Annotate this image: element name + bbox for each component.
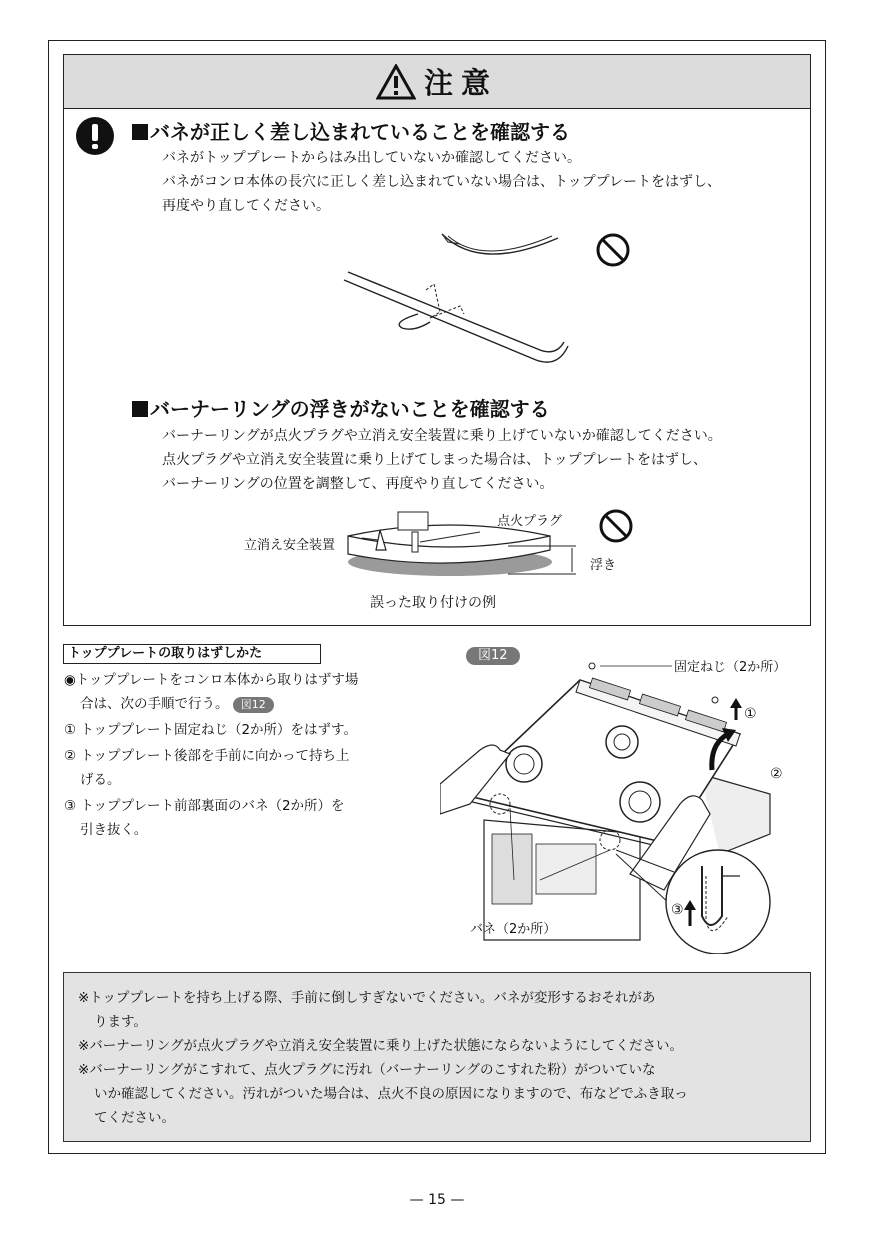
wrong-example-caption: 誤った取り付けの例 <box>370 595 496 611</box>
screw-label: 固定ねじ（2か所） <box>674 660 787 675</box>
section2-heading: バーナーリングの浮きがないことを確認する <box>132 393 550 422</box>
section1-line2: バネがコンロ本体の長穴に正しく差し込まれていない場合は、トッププレートをはずし、 <box>162 174 722 190</box>
note-3-line2: いか確認してください。汚れがついた場合は、点火不良の原因になりますので、布などでふき取っ <box>94 1086 688 1102</box>
section1-line1: バネがトッププレートからはみ出していないか確認してください。 <box>162 150 582 166</box>
removal-intro-line2: 合は、次の手順で行う。 図12 <box>80 693 274 715</box>
prohibited-icon <box>598 508 634 544</box>
figure12-badge: 図12 <box>466 644 520 665</box>
section1-line3: 再度やり直してください。 <box>162 198 330 214</box>
note-1-line1: ※トッププレートを持ち上げる際、手前に倒しすぎないでください。バネが変形するおそれがあ <box>78 990 656 1006</box>
step-2-line1: ② トッププレート後部を手前に向かって持ち上 <box>64 748 350 764</box>
section2-line1: バーナーリングが点火プラグや立消え安全装置に乗り上げていないか確認してください。 <box>162 428 722 444</box>
caution-title: 注意 <box>423 66 498 100</box>
mandatory-exclamation-icon <box>76 117 114 155</box>
float-label: 浮き <box>590 558 617 573</box>
figure-ref-badge: 図12 <box>233 697 274 713</box>
warning-triangle-icon <box>376 64 416 100</box>
removal-heading: トッププレートの取りはずしかた <box>63 644 321 664</box>
note-3-line1: ※バーナーリングがこすれて、点火プラグに汚れ（バーナーリングのこすれた粉）がついていな <box>78 1062 656 1078</box>
caution-header <box>64 55 810 109</box>
top-plate-removal-figure <box>440 654 780 954</box>
step-3-line2: 引き抜く。 <box>80 822 148 838</box>
prohibited-icon <box>595 232 631 268</box>
safety-device-label: 立消え安全装置 <box>244 538 336 553</box>
figure-num-2: ② <box>770 766 783 782</box>
note-3-line3: てください。 <box>94 1110 175 1126</box>
note-1-line2: ります。 <box>94 1014 147 1030</box>
step-3-line1: ③ トッププレート前部裏面のバネ（2か所）を <box>64 798 345 814</box>
section2-line3: バーナーリングの位置を調整して、再度やり直してください。 <box>162 476 554 492</box>
section2-line2: 点火プラグや立消え安全装置に乗り上げてしまった場合は、トッププレートをはずし、 <box>162 452 708 468</box>
note-2: ※バーナーリングが点火プラグや立消え安全装置に乗り上げた状態にならないようにしてください。 <box>78 1038 684 1054</box>
section1-heading: バネが正しく差し込まれていることを確認する <box>132 116 570 145</box>
page-number: — 15 — <box>409 1192 465 1208</box>
spring-illustration <box>330 222 580 372</box>
spring-label: バネ（2か所） <box>470 922 557 937</box>
figure-num-3: ③ <box>671 902 684 918</box>
spark-plug-label: 点火プラグ <box>497 514 563 529</box>
figure-num-1: ① <box>744 706 757 722</box>
removal-intro-line1: ◉トッププレートをコンロ本体から取りはずす場 <box>64 672 359 688</box>
step-1: ① トッププレート固定ねじ（2か所）をはずす。 <box>64 722 357 738</box>
step-2-line2: げる。 <box>80 772 121 788</box>
